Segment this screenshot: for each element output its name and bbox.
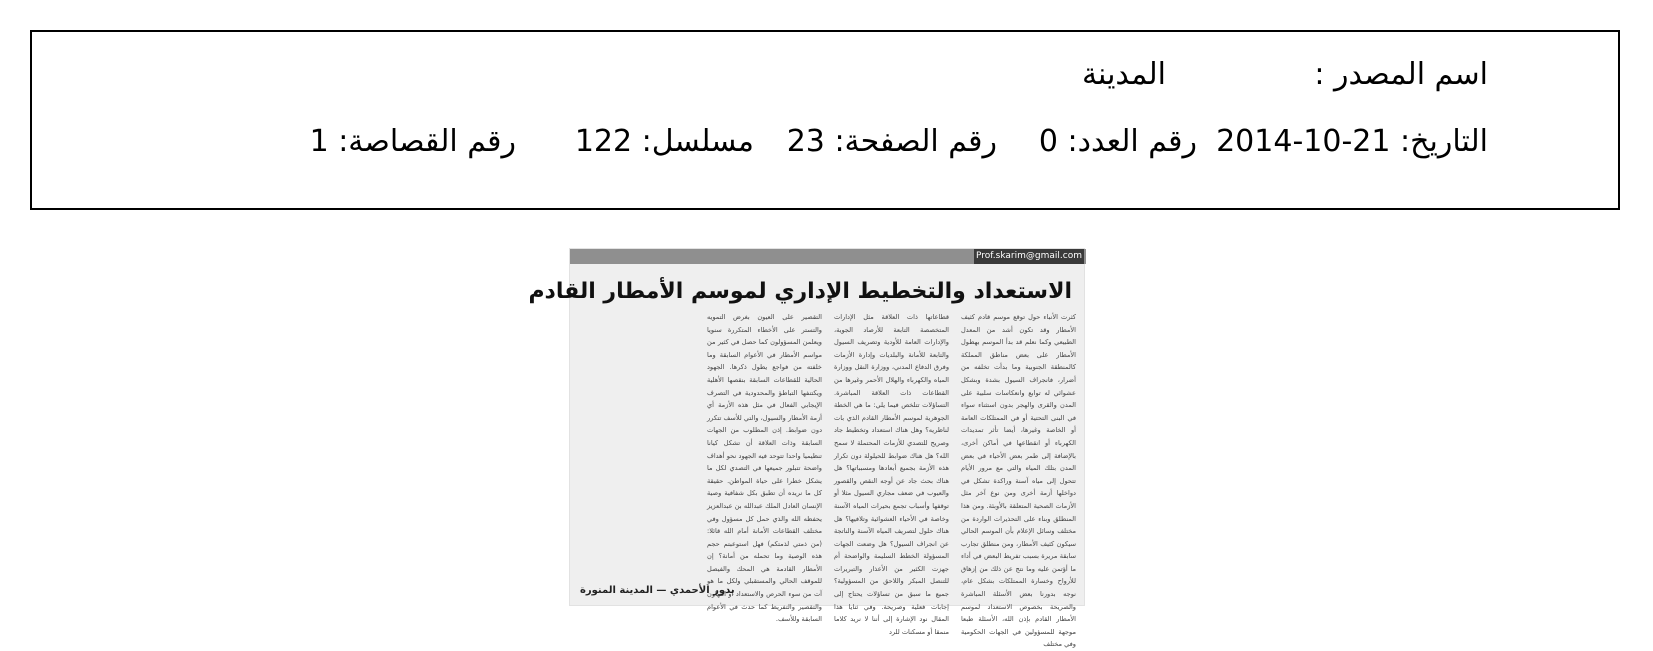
article-column-1: كثرت الأنباء حول توقع موسم قادم كثيف الأمطار وقد تكون أشد من المعدل الطبيعي وكما نعلم قد بدأ الموسم بهطول الأمطار على بعض مناطق المملكة كالمنطقة الجنوبية وما بدأت تخلفه من أضرار، فانجراف السيول بشدة وبشكل عشوائي له توابع وانعكاسات سلبية على المدن والقرى والهجر بدون استثناء سواء في البنى التحتية أو في الممتلكات العامة أو الخاصة وغيرها، أيضا تأثر تمديدات الكهرباء أو انقطاعها في أماكن أخرى، بالإضافة إلى طمر بعض الأحياء في بعض المدن بتلك المياه والتي مع مرور الأيام تتحول إلى مياه آسنة وراكدة تشكل في دواخلها أزمة أخرى ومن نوع آخر مثل الأزمات الصحية المتعلقة بالأوبئة. ومن هذا المنطلق وبناء على التحذيرات الواردة من مختلف وسائل الإعلام بأن الموسم الحالي سيكون كثيف الأمطار، ومن منطلق تجارب سابقة مريرة بسبب تفريط البعض في أداء ما أؤتمن عليه وما نتج عن ذلك من إزهاق للأرواح وخسارة الممتلكات بشكل عام، نوجه بدورنا بعض الأسئلة المباشرة والصريحة بخصوص الاستعداد لموسم الأمطار القادم بإذن الله، الأسئلة طبعا موجهة للمسؤولين في الجهات الحكومية وفي مختلف bbox=[961, 313, 1076, 649]
newspaper-clipping bbox=[528, 248, 1085, 649]
metadata-row bbox=[32, 124, 1622, 160]
article-column-3: التقصير على العيون بغرض التمويه والتستر على الأخطاء المتكررة سنويا ويعلمن المسؤولون كما حصل في كثير من مواسم الأمطار في الأعوام السابقة وما خلفته من فواجع يطول ذكرها. الجهود الحالية للقطاعات السابقة بنقصها الأهلية ويكتنفها التباطؤ والمحدودية في التصرف الإيجابي الفعال في مثل هذه الأزمة أي أزمة الأمطار والسيول، والتي للأسف تتكرر دون ضوابط. إذن المطلوب من الجهات السابقة وذات العلاقة أن تشكل كيانا تنظيميا واحدا تتوحد فيه الجهود نحو أهداف واضحة تتبلور جميعها في التصدي لكل ما يشكل خطرا على حياة المواطن. حقيقة كل ما نريده أن تطبق بكل شفافية وصية الإنسان العادل الملك عبدالله بن عبدالعزيز يحفظه الله والذي حمل كل مسؤول وفي مختلف القطاعات الأمانة أمام الله قائلا: (من ذمتي لذمتكم) فهل استوعبتم حجم هذه الوصية وما تحمله من أمانة؟ إن الأمطار القادمة هي المحك والفيصل للموقف الحالي والمستقبلي ولكل ما هو آت من سوء الحرص والاستعداد أو التهاون والتقصير والتفريط كما حدث في الأعوام السابقة وللأسف. bbox=[707, 313, 822, 624]
date-field: التاريخ: 21-10-2014 bbox=[1216, 124, 1488, 159]
article-byline: بدور الأحمدي — المدينة المنورة bbox=[580, 585, 735, 596]
author-email: Prof.skarim@gmail.com bbox=[974, 249, 1084, 264]
source-value: المدينة bbox=[1081, 57, 1166, 92]
source-row bbox=[32, 57, 1622, 93]
serial-field: مسلسل: 122 bbox=[574, 124, 754, 159]
page-number-field: رقم الصفحة: 23 bbox=[786, 124, 997, 159]
issue-number-field: رقم العدد: 0 bbox=[1038, 124, 1197, 159]
source-label: اسم المصدر : bbox=[1314, 57, 1488, 92]
clip-number-field: رقم القصاصة: 1 bbox=[309, 124, 516, 159]
source-info-box bbox=[30, 30, 1620, 210]
article-title: الاستعداد والتخطيط الإداري لموسم الأمطار القادم bbox=[528, 279, 1072, 304]
article-column-2: قطاعاتها ذات العلاقة مثل الإدارات المتخصصة التابعة للأرصاد الجوية، والإدارات العامة للأودية وتصريف السيول والتابعة للأمانة والبلديات وإدارة الأزمات وفرق الدفاع المدني، ووزارة النقل ووزارة المياه والكهرباء والهلال الأحمر وغيرها من القطاعات ذات العلاقة المباشرة. التساؤلات تتلخص فيما يلي: ما هي الخطة الجوهرية لموسم الأمطار القادم الذي بات لناظريه؟ وهل هناك استعداد وتخطيط جاد وصريح للتصدي للأزمات المحتملة لا سمح الله؟ هل هناك ضوابط للحيلولة دون تكرار هذه الأزمة بجميع أبعادها ومسبباتها؟ هل هناك بحث جاد عن أوجه النقص والقصور والعيوب في ضعف مجاري السيول مثلا أو توقفها وأسباب تجمع بحيرات المياه الآسنة وخاصة في الأحياء العشوائية وتلافيها؟ هل هناك حلول لتصريف المياه الآسنة والناتجة عن انجراف السيول؟ هل وضعت الجهات المسؤولة الخطط السليمة والواضحة أم جهزت الكثير من الأعذار والتبريرات للتنصل المبكر واللاحق من المسؤولية؟ جميع ما سبق من تساؤلات يحتاج إلى إجابات فعلية وصريحة. وفي ثنايا هذا المقال نود الإشارة إلى أننا لا نريد كلاما منمقا أو مسكنات للرد bbox=[834, 313, 949, 636]
